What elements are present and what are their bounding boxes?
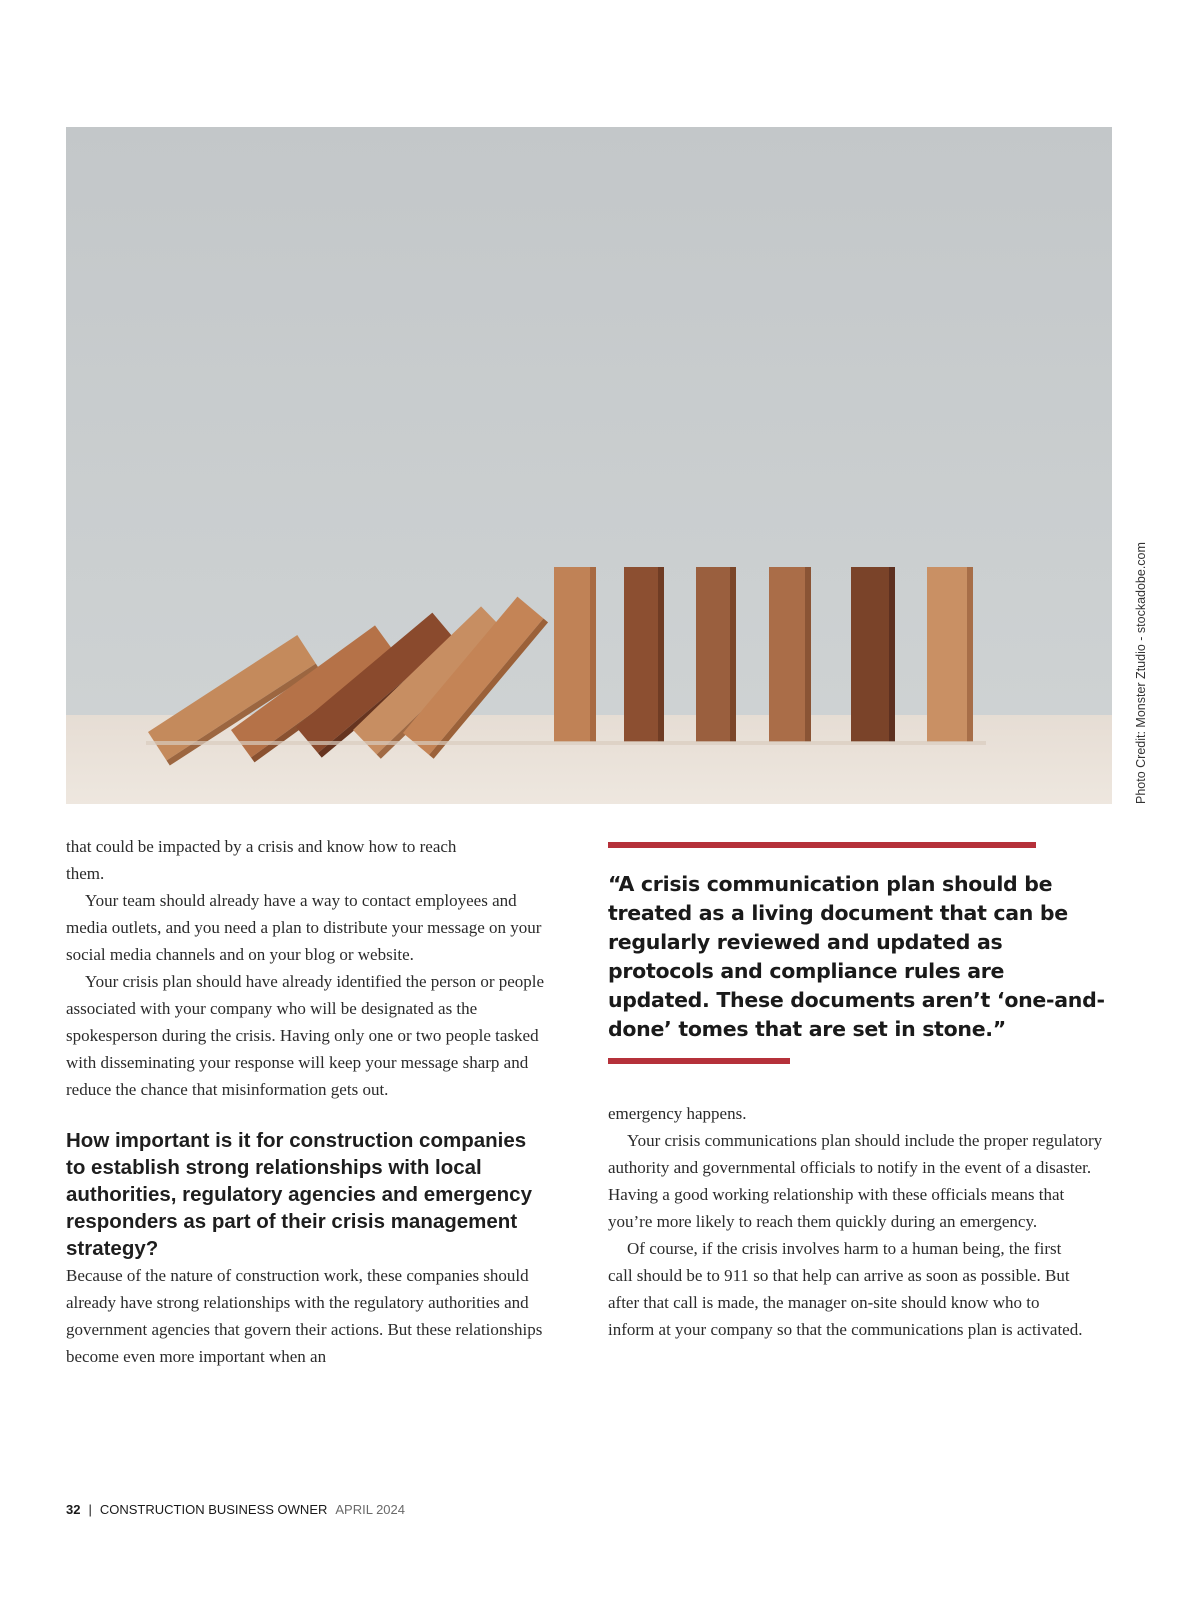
body-paragraph: emergency happens. (608, 1104, 747, 1123)
body-paragraph: Your team should already have a way to contact employees and media outlets, and you need a plan to distribute your message on your social media channels and on your blog or website. (66, 891, 542, 964)
pull-quote (608, 842, 1108, 1064)
pull-quote-bottom-rule (608, 1058, 790, 1064)
pull-quote-text: “A crisis communication plan should be treated as a living document that can be regularly reviewed and updated as protocols and compliance rules are updated. These documents aren’t ‘one-and-done’ tomes that are set in stone.” (608, 872, 1105, 1041)
publication-name: CONSTRUCTION BUSINESS OWNER (99, 1502, 328, 1517)
falling-wooden-blocks-image (66, 127, 1112, 804)
section-heading: How important is it for construction companies to establish strong relationships with local authorities, regulatory agencies and emergency responders as part of their crisis management strategy? (66, 1129, 532, 1260)
body-paragraph: Your crisis plan should have already identified the person or people associated with your company who will be designated as the spokesperson during the crisis. Having only one or two people tasked with disseminating your response will keep your message sharp and reduce the chance that misinformation gets out. (66, 972, 545, 1099)
body-paragraph: Your crisis communications plan should include the proper regulatory authority and governmental officials to notify in the event of a disaster. Having a good working relationship with these officials means that you’re more likely to reach them quickly during an emergency. (608, 1131, 1103, 1231)
issue-date: APRIL 2024 (335, 1502, 405, 1517)
photo-credit: Photo Credit: Monster Ztudio - stockadobe.com (1134, 542, 1148, 804)
body-paragraph: Of course, if the crisis involves harm to a human being, the first call should be to 911 so that help can arrive as soon as possible. But after that call is made, the manager on-site should know who to inform at your company so that the communications plan is activated. (608, 1239, 1083, 1339)
page-number: 32 (66, 1502, 81, 1517)
pull-quote-top-rule (608, 842, 1036, 848)
page-footer (66, 1502, 405, 1517)
body-paragraph: that could be impacted by a crisis and know how to reach them. (66, 837, 457, 883)
footer-separator: | (88, 1502, 92, 1517)
body-paragraph: Because of the nature of construction work, these companies should already have strong relationships with the regulatory authorities and government agencies that govern their actions. But these relationships become even more important when an (66, 1266, 543, 1366)
right-column (608, 1100, 1110, 1343)
domino-photo (66, 127, 1112, 804)
left-column (66, 833, 571, 1370)
